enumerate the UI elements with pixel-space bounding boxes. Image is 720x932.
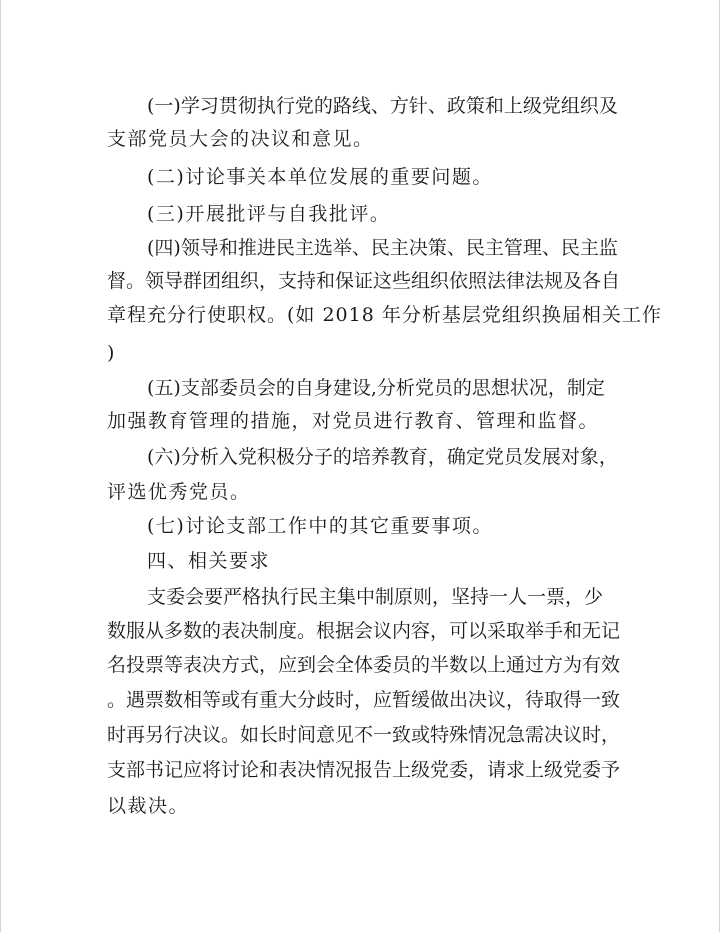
text-line: 时再另行决议。如长时间意见不一致或特殊情况急需决议时， <box>107 724 621 746</box>
text-line: 督。领导群团组织，支持和保证这些组织依照法律法规及各自 <box>107 270 621 292</box>
text-line: ) <box>107 342 116 364</box>
text-line: (五)支部委员会的自身建设,分析党员的思想状况，制定 <box>147 377 605 399</box>
text-line: 章程充分行使职权。(如 2018 年分析基层党组织换届相关工作 <box>107 304 662 326</box>
text-line: 支部党员大会的决议和意见。 <box>107 128 374 150</box>
text-line: 以裁决。 <box>107 795 190 817</box>
text-line: 。遇票数相等或有重大分歧时，应暂缓做出决议，待取得一致 <box>107 689 621 711</box>
text-line: (七)讨论支部工作中的其它重要事项。 <box>147 515 493 537</box>
text-line: 支部书记应将讨论和表决情况报告上级党委，请求上级党委予 <box>107 759 621 781</box>
text-line: 评选优秀党员。 <box>107 481 251 503</box>
text-line: (一)学习贯彻执行党的路线、方针、政策和上级党组织及 <box>147 95 618 117</box>
text-line: 名投票等表决方式，应到会全体委员的半数以上通过方为有效 <box>107 654 621 676</box>
text-line: 支委会要严格执行民主集中制原则，坚持一人一票，少 <box>147 586 604 608</box>
section-heading: 四、相关要求 <box>147 550 271 572</box>
text-line: (三)开展批评与自我批评。 <box>147 203 391 225</box>
text-line: 加强教育管理的措施，对党员进行教育、管理和监督。 <box>107 410 600 432</box>
text-line: (二)讨论事关本单位发展的重要问题。 <box>147 166 493 188</box>
text-line: 数服从多数的表决制度。根据会议内容，可以采取举手和无记 <box>107 620 621 642</box>
text-line: (四)领导和推进民主选举、民主决策、民主管理、民主监 <box>147 237 618 259</box>
text-line: (六)分析入党积极分子的培养教育，确定党员发展对象， <box>147 446 618 468</box>
